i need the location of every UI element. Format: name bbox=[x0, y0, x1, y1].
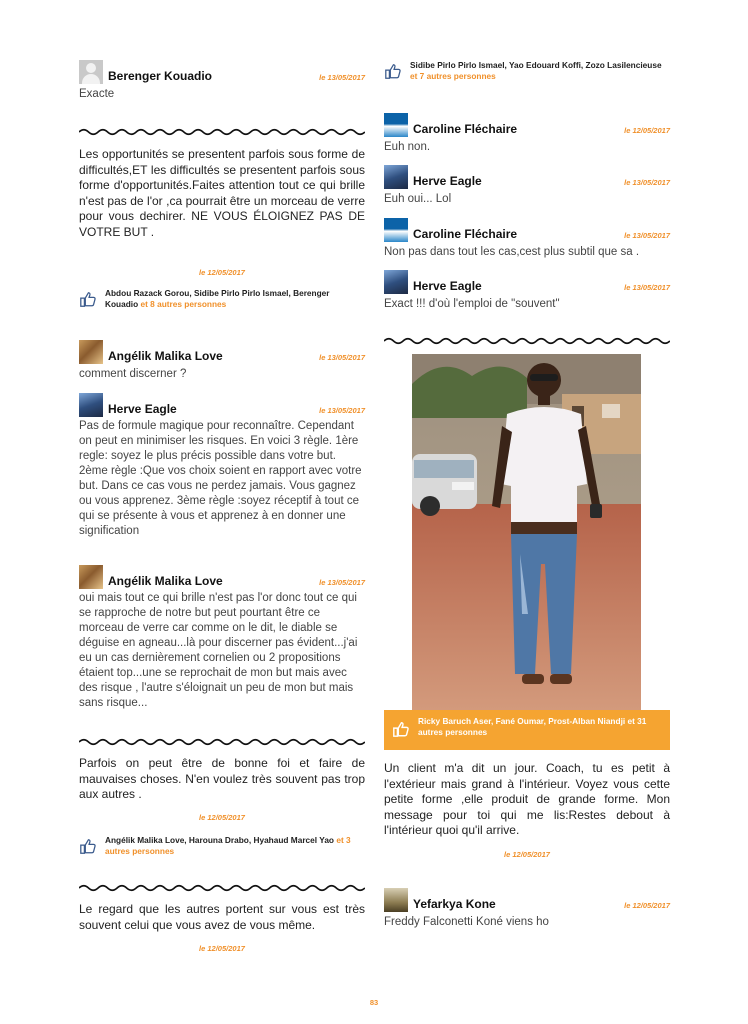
comment-header bbox=[384, 888, 670, 916]
post-photo[interactable] bbox=[412, 354, 641, 710]
post-date: le 12/05/2017 bbox=[504, 850, 550, 859]
commenter-name: Caroline Fléchaire bbox=[413, 227, 518, 241]
post-text: Le regard que les autres portent sur vous est très souvent celui que vous avez de vous même. bbox=[79, 902, 365, 932]
comment-text: comment discerner ? bbox=[79, 368, 187, 380]
comment-text: oui mais tout ce qui brille n'est pas l'or donc tout ce qui se rapproche de notre but peut pourtant être ce morceau de verre car comme on le dit, le diable se déguise en agneau...là pour discerner pas évident...j'ai eu un cas dernièrement cornelien ou 2 propositions étaient top...une se reprochait de mon but mais avec des risque , l'autre s'éloignait un peu de mon but mais sans risque... bbox=[79, 592, 358, 709]
comment-text: Exacte bbox=[79, 88, 115, 100]
comment-date: le 12/05/2017 bbox=[624, 126, 670, 135]
likes-summary bbox=[79, 835, 365, 865]
comment-date: le 13/05/2017 bbox=[319, 73, 365, 82]
likers-names[interactable]: Abdou Razack Gorou, Sidibe Pirlo Pirlo Ismael, Berenger Kouadio bbox=[105, 288, 330, 309]
user-avatar bbox=[384, 218, 408, 242]
commenter-name: Herve Eagle bbox=[108, 402, 177, 416]
comment-header bbox=[79, 60, 365, 88]
photo-likes-bar bbox=[384, 710, 670, 750]
user-avatar bbox=[79, 565, 103, 589]
user-avatar bbox=[79, 340, 103, 364]
comment-header bbox=[384, 113, 670, 141]
likers-names[interactable]: Sidibe Pirlo Pirlo Ismael, Yao Edouard Koffi, Zozo Lasilencieuse bbox=[410, 60, 662, 70]
comment-text: Freddy Falconetti Koné viens ho bbox=[384, 916, 549, 928]
comment-date: le 13/05/2017 bbox=[624, 283, 670, 292]
like-thumb-icon[interactable] bbox=[384, 62, 402, 80]
likes-summary bbox=[384, 60, 670, 90]
comment-text: Euh oui... Lol bbox=[384, 193, 452, 205]
default-avatar-icon bbox=[79, 60, 103, 84]
comment-text: Pas de formule magique pour reconnaître. Cependant on peut en minimiser les risques. En voici 3 règle. 1ère regle: soyez le plus précis possible dans votre but. 2ème règle :Que vos choix soient en rapport avec votre but. Dans ce cas vous ne perdez jamais. Vous gagnez ou vous apprenez. 3ème règle :soyez réceptif à tout ce qui se présente à vous et apprenez à en donner une signification bbox=[79, 420, 362, 537]
post-text: Un client m'a dit un jour. Coach, tu es petit à l'extérieur mais grand à l'intérieur. Voyez vous cette petite forme ,elle produit de grande forme. Mon message pour toi qui me lis:Restes debout à l'intérieur quoi qu'il arrive. bbox=[384, 761, 670, 838]
comment-text: Euh non. bbox=[384, 141, 431, 153]
likes-text bbox=[418, 716, 664, 738]
comment-header bbox=[79, 393, 365, 421]
post-text: Parfois on peut être de bonne foi et faire de mauvaises choses. N'en voulez très souvent pas trop aux autres . bbox=[79, 756, 365, 802]
user-avatar bbox=[384, 113, 408, 137]
wavy-divider bbox=[79, 883, 365, 893]
likes-more-link[interactable]: et 8 autres personnes bbox=[140, 299, 227, 309]
wavy-divider bbox=[384, 336, 670, 346]
comment-date: le 13/05/2017 bbox=[319, 353, 365, 362]
comment-text: Exact !!! d'où l'emploi de "souvent" bbox=[384, 298, 560, 310]
comment-header bbox=[384, 165, 670, 193]
user-avatar bbox=[384, 888, 408, 912]
post-date: le 12/05/2017 bbox=[199, 268, 245, 277]
likes-more-link[interactable]: et 3 autres personnes bbox=[105, 835, 351, 856]
wavy-divider bbox=[79, 127, 365, 137]
wavy-divider bbox=[79, 737, 365, 747]
post-date: le 12/05/2017 bbox=[199, 813, 245, 822]
comment-date: le 13/05/2017 bbox=[319, 578, 365, 587]
comment-date: le 13/05/2017 bbox=[624, 178, 670, 187]
comment-date: le 13/05/2017 bbox=[319, 406, 365, 415]
commenter-name: Angélik Malika Love bbox=[108, 574, 223, 588]
comment-text: Non pas dans tout les cas,cest plus subtil que sa . bbox=[384, 246, 640, 258]
user-avatar bbox=[79, 393, 103, 417]
page-number: 83 bbox=[369, 998, 379, 1007]
likes-text bbox=[410, 60, 670, 82]
commenter-name: Yefarkya Kone bbox=[413, 897, 496, 911]
commenter-name: Herve Eagle bbox=[413, 279, 482, 293]
likes-more-link[interactable]: et 7 autres personnes bbox=[410, 71, 496, 81]
commenter-name: Herve Eagle bbox=[413, 174, 482, 188]
likes-text bbox=[105, 835, 365, 857]
comment-date: le 13/05/2017 bbox=[624, 231, 670, 240]
likes-more-link[interactable]: et 31 autres personnes bbox=[418, 716, 647, 737]
commenter-name: Angélik Malika Love bbox=[108, 349, 223, 363]
comment-header bbox=[79, 340, 365, 368]
like-thumb-icon[interactable] bbox=[392, 720, 410, 738]
post-date: le 12/05/2017 bbox=[199, 944, 245, 953]
likers-names[interactable]: Angélik Malika Love, Harouna Drabo, Hyahaud Marcel Yao bbox=[105, 835, 335, 845]
user-avatar bbox=[384, 165, 408, 189]
likes-summary bbox=[79, 288, 365, 318]
comment-header bbox=[384, 270, 670, 298]
likes-text bbox=[105, 288, 365, 310]
comment-header bbox=[79, 565, 365, 593]
like-thumb-icon[interactable] bbox=[79, 837, 97, 855]
comment-date: le 12/05/2017 bbox=[624, 901, 670, 910]
like-thumb-icon[interactable] bbox=[79, 290, 97, 308]
commenter-name: Berenger Kouadio bbox=[108, 69, 213, 83]
likers-names[interactable]: Ricky Baruch Aser, Fané Oumar, Prost-Alban Niandji bbox=[418, 716, 626, 726]
post-text: Les opportunités se presentent parfois sous forme de difficultés,ET les difficultés se presentent parfois sous forme d'opportunités.Faites attention tout ce qui brille n'est pas de l'or ,ca pourrait être un morceau de verre pour vous dechirer. NE VOUS ÉLOIGNEZ PAS DE VOTRE BUT . bbox=[79, 147, 365, 239]
comment-header bbox=[384, 218, 670, 246]
commenter-name: Caroline Fléchaire bbox=[413, 122, 518, 136]
user-avatar bbox=[384, 270, 408, 294]
